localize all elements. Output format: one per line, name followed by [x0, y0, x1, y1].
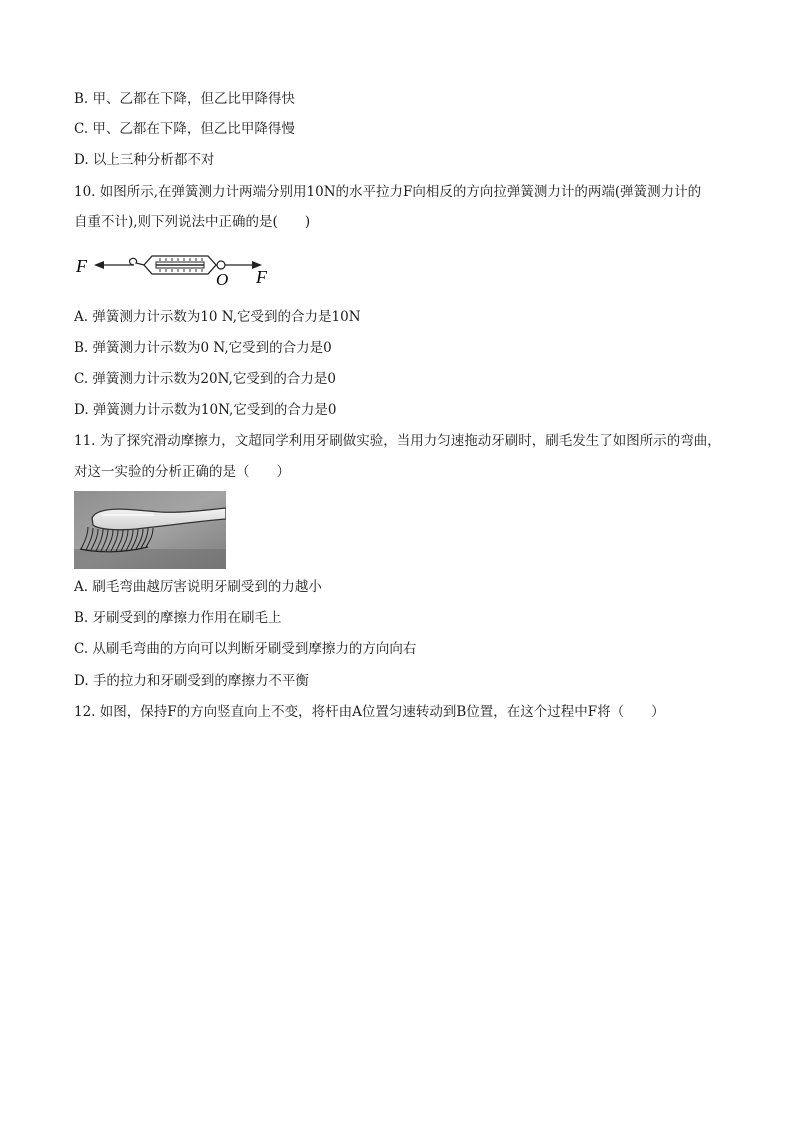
- q11-option-c: C. 从刷毛弯曲的方向可以判断牙刷受到摩擦力的方向向右: [74, 641, 417, 657]
- toothbrush-photo: [74, 491, 226, 569]
- spring-scale-figure: [72, 248, 282, 286]
- q10-stem-line2: 自重不计),则下列说法中正确的是( ): [74, 214, 311, 230]
- q11-stem-line2: 对这一实验的分析正确的是（ ）: [74, 464, 290, 480]
- q11-option-b: B. 牙刷受到的摩擦力作用在刷毛上: [74, 610, 282, 626]
- q10-option-c: C. 弹簧测力计示数为20N,它受到的合力是0: [74, 371, 336, 387]
- force-label-right: F: [256, 267, 267, 286]
- q10-option-a: A. 弹簧测力计示数为10 N,它受到的合力是10N: [74, 309, 361, 325]
- force-label-left: F: [76, 256, 87, 276]
- q9-option-c: C. 甲、乙都在下降，但乙比甲降得慢: [74, 121, 295, 137]
- q11-stem-line1: 11. 为了探究滑动摩擦力，文超同学利用牙刷做实验，当用力匀速拖动牙刷时，刷毛发生了如图所示的弯曲，: [74, 433, 721, 449]
- left-hook: [130, 258, 144, 265]
- q12-stem: 12. 如图，保持F的方向竖直向上不变，将杆由A位置匀速转动到B位置，在这个过程中F将（ ）: [74, 704, 665, 720]
- left-arrowhead: [94, 261, 104, 269]
- q11-option-a: A. 刷毛弯曲越厉害说明牙刷受到的力越小: [74, 579, 322, 595]
- right-ring: [217, 261, 225, 269]
- q10-option-b: B. 弹簧测力计示数为0 N,它受到的合力是0: [74, 340, 332, 356]
- q9-option-b: B. 甲、乙都在下降，但乙比甲降得快: [74, 91, 296, 107]
- q11-option-d: D. 手的拉力和牙刷受到的摩擦力不平衡: [74, 673, 309, 689]
- q9-option-d: D. 以上三种分析都不对: [74, 152, 215, 168]
- q10-stem-line1: 10. 如图所示,在弹簧测力计两端分别用10N的水平拉力F向相反的方向拉弹簧测力计的两端(弹簧测力计的: [74, 184, 702, 200]
- point-o-label: O: [216, 270, 229, 286]
- q10-option-d: D. 弹簧测力计示数为10N,它受到的合力是0: [74, 402, 337, 418]
